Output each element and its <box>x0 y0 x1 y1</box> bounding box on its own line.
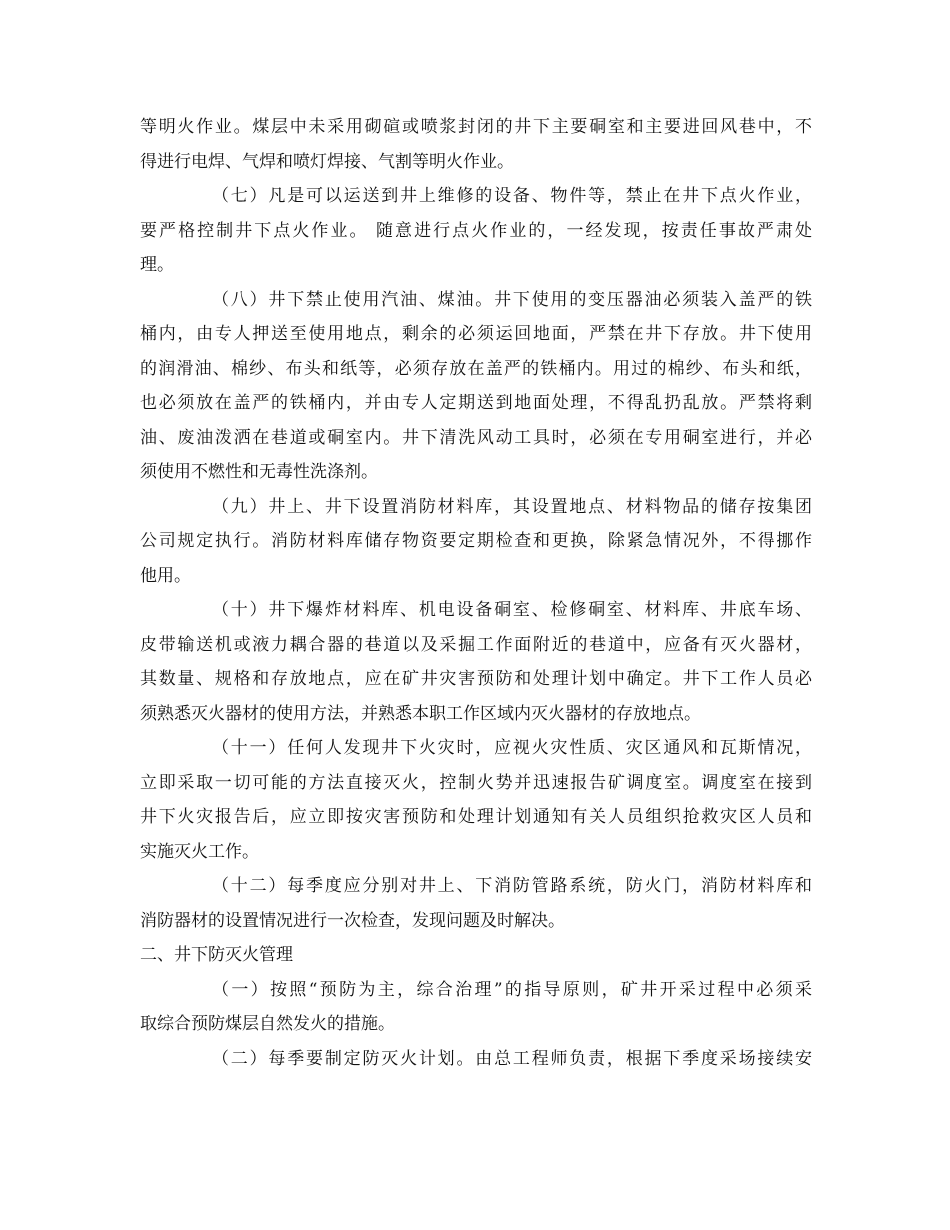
text-line: 其数量、规格和存放地点，应在矿井灾害预防和处理计划中确定。井下工作人员必 <box>140 669 812 689</box>
text-line: 须熟悉灭火器材的使用方法，并熟悉本职工作区域内灭火器材的存放地点。 <box>140 703 701 724</box>
text-line: 井下火灾报告后，应立即按灾害预防和处理计划通知有关人员组织抢救灾区人员和 <box>140 807 812 827</box>
text-line: 的润滑油、棉纱、布头和纸等，必须存放在盖严的铁桶内。用过的棉纱、布头和纸， <box>140 358 812 379</box>
text-line: 等明火作业。煤层中未采用砌碹或喷浆封闭的井下主要硐室和主要进回风巷中，不 <box>140 117 812 137</box>
text-line: 实施灭火工作。 <box>140 841 259 862</box>
text-line: （二）每季要制定防灭火计划。由总工程师负责，根据下季度采场接续安 <box>212 1048 812 1069</box>
text-line: 桶内，由专人押送至使用地点，剩余的必须运回地面，严禁在井下存放。井下使用 <box>140 324 812 344</box>
text-line: 须使用不燃性和无毒性洗涤剂。 <box>140 462 378 482</box>
text-line: （九）井上、井下设置消防材料库，其设置地点、材料物品的储存按集团 <box>212 496 812 517</box>
text-line: 他用。 <box>140 565 191 586</box>
text-line: 也必须放在盖严的铁桶内，并由专人定期送到地面处理，不得乱扔乱放。严禁将剩 <box>140 393 812 413</box>
text-line: （七）凡是可以运送到井上维修的设备、物件等，禁止在井下点火作业， <box>212 186 812 206</box>
text-line: 得进行电焊、气焊和喷灯焊接、气割等明火作业。 <box>140 151 514 172</box>
text-line: 要严格控制井下点火作业。 随意进行点火作业的，一经发现，按责任事故严肃处 <box>140 220 812 241</box>
text-line: 理。 <box>140 255 174 275</box>
text-line: （十一）任何人发现井下火灾时，应视火灾性质、灾区通风和瓦斯情况， <box>212 738 812 758</box>
document-body <box>140 110 812 1076</box>
text-line: （十二）每季度应分别对井上、下消防管路系统，防火门，消防材料库和 <box>212 876 812 896</box>
text-line: 公司规定执行。消防材料库储存物资要定期检查和更换，除紧急情况外，不得挪作 <box>140 531 812 551</box>
text-line: 立即采取一切可能的方法直接灭火，控制火势并迅速报告矿调度室。调度室在接到 <box>140 772 812 793</box>
text-line: （十）井下爆炸材料库、机电设备硐室、检修硐室、材料库、井底车场、 <box>212 600 812 620</box>
text-line: 二、井下防灭火管理 <box>140 945 293 965</box>
text-line: 油、废油泼洒在巷道或硐室内。井下清洗风动工具时，必须在专用硐室进行，并必 <box>140 427 812 448</box>
text-line: 皮带输送机或液力耦合器的巷道以及采掘工作面附近的巷道中，应备有灭火器材， <box>140 634 812 655</box>
text-line: （八）井下禁止使用汽油、煤油。井下使用的变压器油必须装入盖严的铁 <box>212 289 812 310</box>
text-line: （一）按照“预防为主，综合治理”的指导原则，矿井开采过程中必须采 <box>212 979 812 1000</box>
text-line: 取综合预防煤层自然发火的措施。 <box>140 1014 395 1034</box>
text-line: 消防器材的设置情况进行一次检查，发现问题及时解决。 <box>140 910 565 931</box>
